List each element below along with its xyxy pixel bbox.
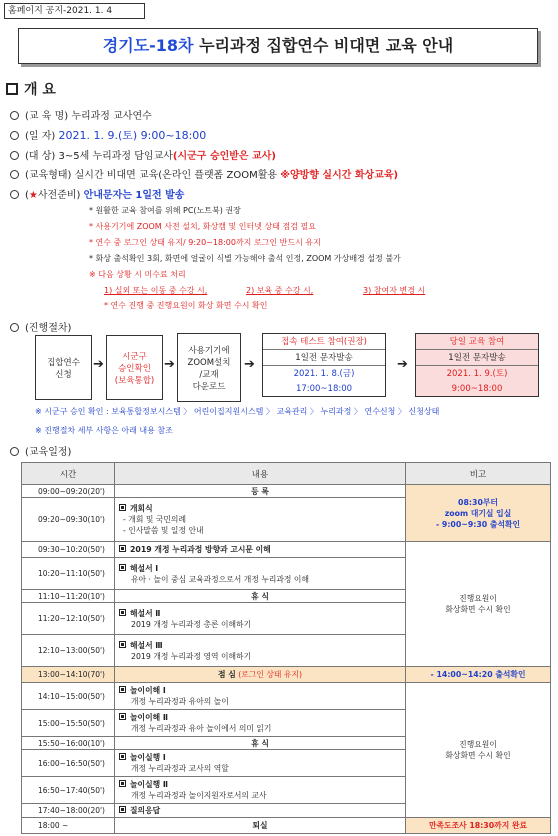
prep-item: * 연수 중 로그인 상태 유지/ 9:20~18:00까지 로그인 반드시 유지 bbox=[89, 238, 321, 247]
page-title bbox=[18, 28, 538, 64]
table-row: 12:10~13:00(50') 해설서 Ⅲ 2019 개정 누리과정 영역 이해하기 bbox=[22, 635, 551, 667]
bullet-square-icon bbox=[119, 564, 126, 571]
overview-date: (일 자) 2021. 1. 9.(토) 9:00~18:00 bbox=[10, 127, 206, 143]
fail-note: * 연수 진행 중 진행요원이 화상 화면 수시 확인 bbox=[104, 301, 268, 310]
section-heading: 개 요 bbox=[6, 79, 56, 99]
bullet-square-icon bbox=[119, 641, 126, 648]
circle-bullet-icon bbox=[10, 131, 19, 140]
fail-case: 3) 참여자 변경 시 bbox=[363, 286, 426, 295]
table-row: 16:50~17:40(50') 놀이실행 Ⅱ 개정 누리과정과 놀이지원자로서의 교사 bbox=[22, 777, 551, 804]
table-row: 09:00~09:20(20') 등 록 08:30부터 zoom 대기실 입실 - 9:00~9:30 출석확인 bbox=[22, 485, 551, 498]
header-content: 내용 bbox=[115, 463, 406, 485]
header-time: 시간 bbox=[22, 463, 115, 485]
overview-target: (대 상) 3~5세 누리과정 담임교사(시군구 승인받은 교사) bbox=[10, 147, 276, 162]
header-note: 비고 bbox=[406, 463, 551, 485]
note-monitor: 진행요원이 화상화면 수시 확인 bbox=[406, 683, 551, 818]
process-note: ※ 시군구 승인 확인 : 보육통합정보시스템 〉 어린이집지원시스템 〉 교육관리 〉 누리과정 〉 연수신청 〉 신청상태 bbox=[35, 407, 440, 416]
schedule-table bbox=[21, 462, 551, 834]
note-zoom: 08:30부터 zoom 대기실 입실 - 9:00~9:30 출석확인 bbox=[406, 485, 551, 542]
bullet-square-icon bbox=[119, 806, 126, 813]
table-row: 14:10~15:00(50') 놀이이해 Ⅰ 개정 누리과정과 유아의 놀이 진행요원이 화상화면 수시 확인 bbox=[22, 683, 551, 710]
table-header-row bbox=[22, 463, 551, 485]
bullet-square-icon bbox=[119, 753, 126, 760]
process-note: ※ 진행절차 세부 사항은 아래 내용 참조 bbox=[35, 426, 173, 435]
process-step-apply: 집합연수 신청 bbox=[35, 335, 92, 400]
prep-item: * 사용기기에 ZOOM 사전 설치, 화상캠 및 인터넷 상태 점검 필요 bbox=[89, 222, 316, 231]
circle-bullet-icon bbox=[10, 323, 19, 332]
circle-bullet-icon bbox=[10, 190, 19, 199]
table-row: 11:10~11:20(10') 휴 식 bbox=[22, 590, 551, 603]
arrow-right-icon: ➔ bbox=[93, 357, 104, 372]
note-monitor: 진행요원이 화상화면 수시 확인 bbox=[406, 542, 551, 667]
arrow-right-icon: ➔ bbox=[397, 357, 408, 372]
prep-item: * 화상 출석확인 3회, 화면에 얼굴이 식별 가능해야 출석 인정, ZOOM 가상배경 설정 불가 bbox=[89, 254, 401, 263]
table-row: 18:00 ~ 퇴실 만족도조사 18:30까지 완료 bbox=[22, 818, 551, 834]
circle-bullet-icon bbox=[10, 151, 19, 160]
bullet-square-icon bbox=[119, 545, 126, 552]
prep-item: ※ 다음 상황 시 미수료 처리 bbox=[89, 270, 186, 279]
process-label: (진행절차) bbox=[10, 319, 71, 334]
notice-tag: 홈페이지 공지-2021. 1. 4 bbox=[4, 3, 145, 19]
table-row: 15:00~15:50(50') 놀이이해 Ⅱ 개정 누리과정과 유아 놀이에서 의미 읽기 bbox=[22, 710, 551, 737]
table-row: 11:20~12:10(50') 해설서 Ⅱ 2019 개정 누리과정 총론 이해하기 bbox=[22, 603, 551, 635]
circle-bullet-icon bbox=[10, 111, 19, 120]
overview-name: (교 육 명) 누리과정 교사연수 bbox=[10, 107, 152, 122]
overview-format: (교육형태) 실시간 비대면 교육(온라인 플랫폼 ZOOM활용 ※양방향 실시간 화상교육) bbox=[10, 166, 398, 181]
process-step-approval: 시군구 승인확인 (보육통합) bbox=[106, 335, 163, 400]
title-accent: 경기도-18차 bbox=[102, 36, 194, 55]
process-step-test: 접속 테스트 참여(권장) 1일전 문자발송 2021. 1. 8.(금) 17:00~18:00 bbox=[262, 333, 386, 397]
circle-bullet-icon bbox=[10, 170, 19, 179]
table-row: 15:50~16:00(10') 휴 식 bbox=[22, 737, 551, 750]
fail-case: 2) 보육 중 수강 시, bbox=[246, 286, 314, 295]
table-row: 09:30~10:20(50') 2019 개정 누리과정 방향과 고시문 이해 진행요원이 화상화면 수시 확인 bbox=[22, 542, 551, 558]
arrow-right-icon: ➔ bbox=[164, 357, 175, 372]
fail-case: 1) 실외 또는 이동 중 수강 시, bbox=[104, 286, 208, 295]
table-row: 16:00~16:50(50') 놀이실행 Ⅰ 개정 누리과정과 교사의 역할 bbox=[22, 750, 551, 777]
bullet-square-icon bbox=[119, 609, 126, 616]
table-row-lunch: 13:00~14:10(70') 점 심 (로그인 상태 유지) - 14:00~14:20 출석확인 bbox=[22, 667, 551, 683]
prep-item: * 원활한 교육 참여를 위해 PC(노트북) 권장 bbox=[89, 206, 241, 215]
title-rest: 누리과정 집합연수 비대면 교육 안내 bbox=[199, 36, 454, 55]
table-row: 17:40~18:00(20') 질의응답 bbox=[22, 804, 551, 818]
bullet-square-icon bbox=[119, 504, 126, 511]
overview-prep: (★사전준비) 안내문자는 1일전 발송 bbox=[10, 186, 184, 201]
schedule-label: (교육일정) bbox=[10, 443, 71, 458]
checkbox-square-icon bbox=[6, 83, 18, 95]
star-icon: ★ bbox=[28, 190, 38, 201]
circle-bullet-icon bbox=[10, 447, 19, 456]
bullet-square-icon bbox=[119, 713, 126, 720]
bullet-square-icon bbox=[119, 780, 126, 787]
table-row: 10:20~11:10(50') 해설서 Ⅰ 유아 · 놀이 중심 교육과정으로서 개정 누리과정 이해 bbox=[22, 558, 551, 590]
arrow-right-icon: ➔ bbox=[244, 357, 255, 372]
process-step-install: 사용기기에 ZOOM설치 /교재 다운로드 bbox=[177, 333, 241, 402]
bullet-square-icon bbox=[119, 686, 126, 693]
process-step-attend: 당일 교육 참여 1일전 문자발송 2021. 1. 9.(토) 9:00~18:00 bbox=[415, 333, 539, 397]
table-row: 09:20~09:30(10') 개회식 - 개회 및 국민의례 - 인사말씀 및 일정 안내 bbox=[22, 498, 551, 542]
